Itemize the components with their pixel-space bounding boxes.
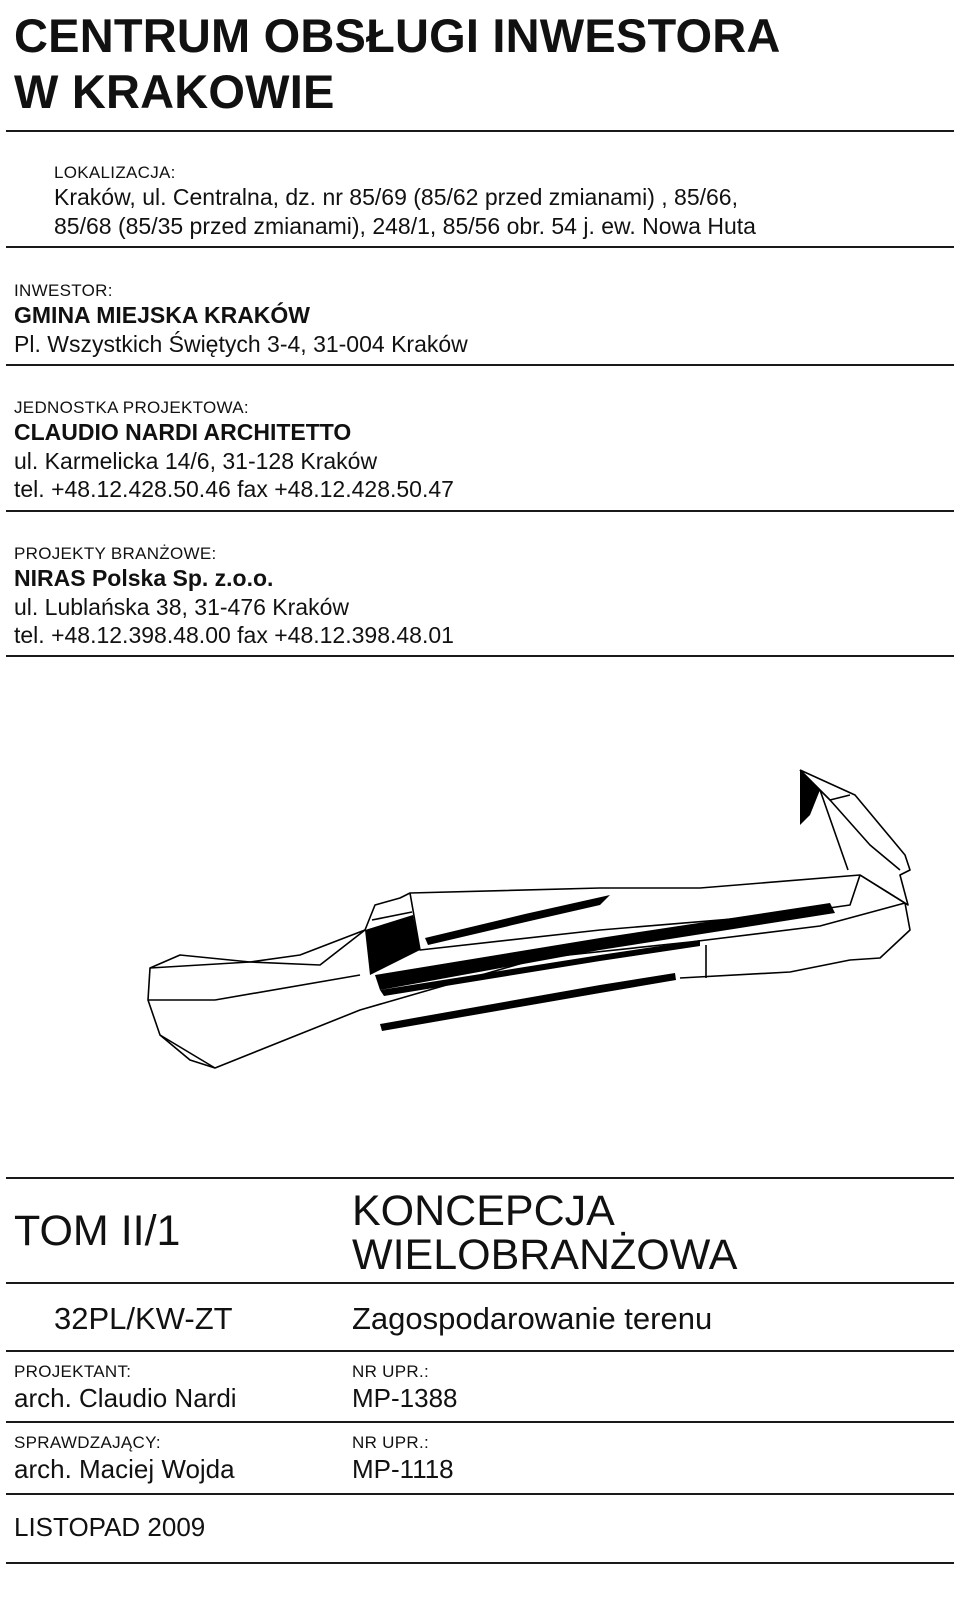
divider — [6, 655, 954, 657]
divider — [6, 1421, 954, 1423]
concept-line-1: KONCEPCJA — [352, 1187, 615, 1235]
divider — [6, 1493, 954, 1495]
divider — [6, 130, 954, 132]
designer-name: arch. Claudio Nardi — [14, 1383, 237, 1413]
checker-name: arch. Maciej Wojda — [14, 1454, 235, 1484]
divider — [6, 1562, 954, 1564]
divider — [6, 364, 954, 366]
concept-line-2: WIELOBRANŻOWA — [352, 1231, 738, 1279]
volume-subject: Zagospodarowanie terenu — [352, 1301, 713, 1336]
location-line-2: 85/68 (85/35 przed zmianami), 248/1, 85/56 obr. 54 j. ew. Nowa Huta — [54, 213, 756, 239]
location-line-1: Kraków, ul. Centralna, dz. nr 85/69 (85/62 przed zmianami) , 85/66, — [54, 184, 738, 210]
designer-label: PROJEKTANT: — [14, 1362, 132, 1381]
branch-projects-name: NIRAS Polska Sp. z.o.o. — [14, 565, 274, 591]
design-unit-phone: tel. +48.12.428.50.46 fax +48.12.428.50.47 — [14, 476, 454, 502]
divider — [6, 1350, 954, 1352]
investor-name: GMINA MIEJSKA KRAKÓW — [14, 302, 311, 328]
divider — [6, 246, 954, 248]
designer-license: MP-1388 — [352, 1383, 458, 1413]
design-unit-label: JEDNOSTKA PROJEKTOWA: — [14, 398, 249, 417]
volume-code: 32PL/KW-ZT — [54, 1301, 233, 1336]
checker-license-label: NR UPR.: — [352, 1433, 430, 1452]
divider — [6, 510, 954, 512]
title-line-1: CENTRUM OBSŁUGI INWESTORA — [14, 9, 781, 62]
date-label: LISTOPAD 2009 — [14, 1512, 206, 1542]
left-dark-block — [365, 915, 420, 975]
tom-label: TOM II/1 — [14, 1207, 181, 1255]
divider — [6, 1177, 954, 1179]
design-unit-address: ul. Karmelicka 14/6, 31-128 Kraków — [14, 448, 378, 474]
design-unit-name: CLAUDIO NARDI ARCHITETTO — [14, 419, 352, 445]
long-bar-shape — [375, 903, 835, 990]
title-line-2: W KRAKOWIE — [14, 65, 335, 118]
checker-license: MP-1118 — [352, 1454, 454, 1484]
branch-projects-phone: tel. +48.12.398.48.00 fax +48.12.398.48.01 — [14, 622, 454, 648]
branch-projects-label: PROJEKTY BRANŻOWE: — [14, 544, 217, 563]
investor-label: INWESTOR: — [14, 281, 113, 300]
divider — [6, 1282, 954, 1284]
wing-band-shape — [425, 895, 610, 945]
branch-projects-address: ul. Lublańska 38, 31-476 Kraków — [14, 594, 349, 620]
checker-label: SPRAWDZAJĄCY: — [14, 1433, 161, 1452]
page-title — [14, 8, 781, 120]
designer-license-label: NR UPR.: — [352, 1362, 430, 1381]
investor-address: Pl. Wszystkich Świętych 3-4, 31-004 Kraków — [14, 331, 468, 357]
location-label: LOKALIZACJA: — [54, 163, 176, 182]
building-drawing — [0, 660, 960, 1130]
